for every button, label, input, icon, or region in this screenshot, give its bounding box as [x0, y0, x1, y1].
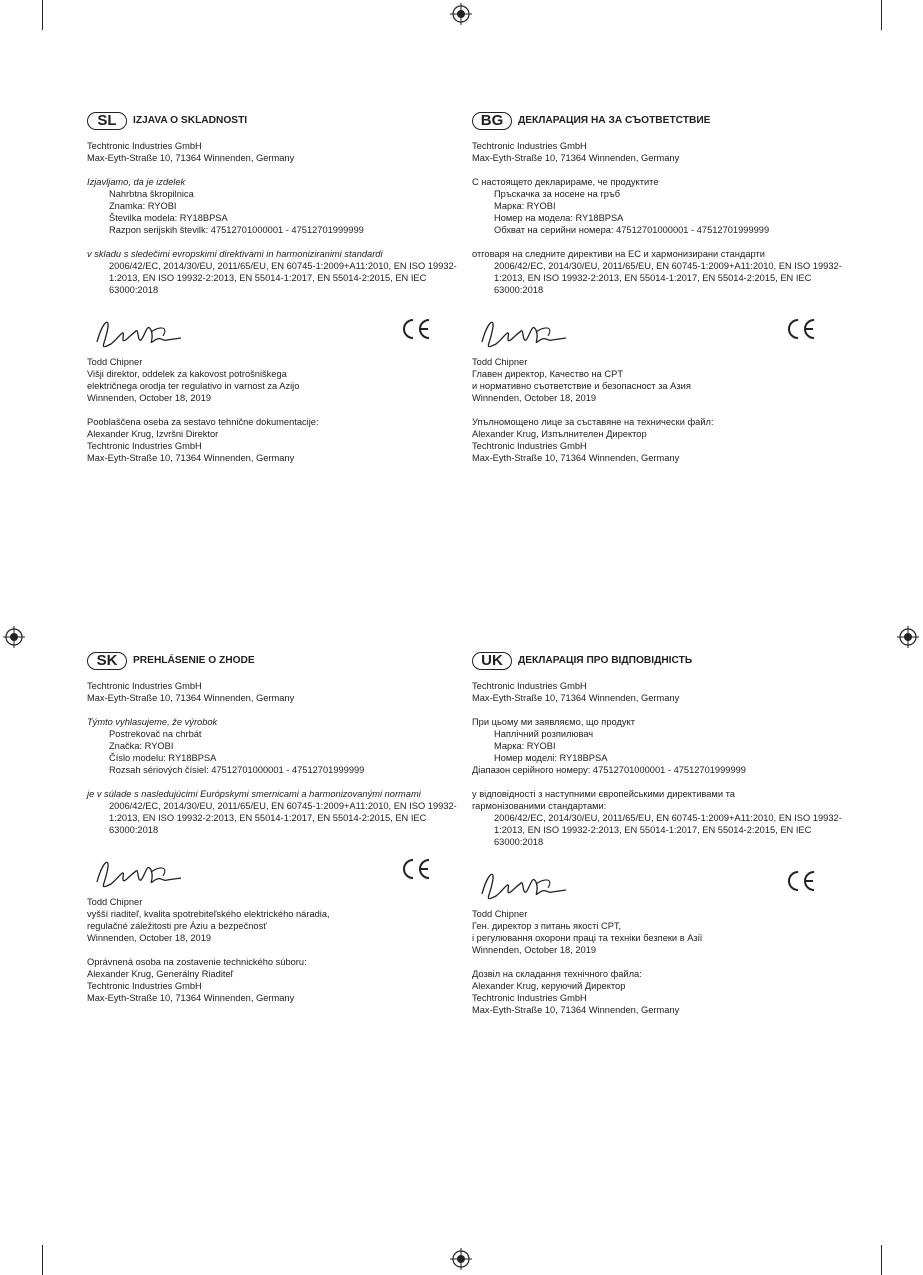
- signer-info: Todd Chipner Višji direktor, oddelek za kakovost potrošniškega električnega orodja ter regulativo in varnost za Azijo Winnenden, October 18, 2019: [87, 357, 300, 403]
- ce-mark-icon: [400, 318, 432, 340]
- signature-icon: [474, 312, 574, 354]
- registration-mark-icon: [450, 3, 472, 25]
- manufacturer-address: Techtronic Industries GmbH Max-Eyth-Straße 10, 71364 Winnenden, Germany: [472, 681, 680, 703]
- signature-row: [87, 848, 462, 894]
- directives-list: 2006/42/EC, 2014/30/EU, 2011/65/EU, EN 60745-1:2009+A11:2010, EN ISO 19932-1:2013, EN ISO 19932-2:2013, EN 55014-1:2017, EN 55014-2:2015, EN IEC 63000:2018: [109, 261, 457, 295]
- directives-list: 2006/42/EC, 2014/30/EU, 2011/65/EU, EN 60745-1:2009+A11:2010, EN ISO 19932-1:2013, EN ISO 19932-2:2013, EN 55014-1:2017, EN 55014-2:2015, EN IEC 63000:2018: [109, 801, 457, 835]
- crop-mark: [42, 1245, 43, 1275]
- directives-section: v skladu s sledečimi evropskimi direktivami in harmoniziranimi standardi 2006/42/EC, 2014/30/EU, 2011/65/EU, EN 60745-1:2009+A11:2010, EN ISO 19932-1:2013, EN ISO 19932-2:2013, EN 55014-1:2017, EN 55014-2:2015, EN IEC 63000:2018: [87, 248, 462, 296]
- manufacturer-address: Techtronic Industries GmbH Max-Eyth-Straße 10, 71364 Winnenden, Germany: [472, 141, 680, 163]
- ce-mark-icon: [400, 858, 432, 880]
- directives-list: 2006/42/EC, 2014/30/EU, 2011/65/EU, EN 60745-1:2009+A11:2010, EN ISO 19932-1:2013, EN ISO 19932-2:2013, EN 55014-1:2017, EN 55014-2:2015, EN IEC 63000:2018: [494, 813, 842, 847]
- declaration-title: ДЕКЛАРАЦИЯ НА ЗА СЪОТВЕТСТВИЕ: [518, 115, 711, 126]
- manufacturer-address: Techtronic Industries GmbH Max-Eyth-Straße 10, 71364 Winnenden, Germany: [87, 141, 295, 163]
- declaration-header: [87, 650, 462, 672]
- declaration-header: [472, 110, 847, 132]
- signer-info: Todd Chipner Главен директор, Качество на CPT и нормативно съответствие и безопасност за Азия Winnenden, October 18, 2019: [472, 357, 691, 403]
- language-badge: SL: [87, 112, 127, 130]
- directives-section: je v súlade s nasledujúcimi Európskymi smernicami a harmonizovanými normami 2006/42/EC, 2014/30/EU, 2011/65/EU, EN 60745-1:2009+A11:2010, EN ISO 19932-1:2013, EN ISO 19932-2:2013, EN 55014-1:2017, EN 55014-2:2015, EN IEC 63000:2018: [87, 788, 462, 836]
- signature-icon: [474, 864, 574, 906]
- declaration-title: PREHLÁSENIE O ZHODE: [133, 655, 255, 666]
- authorized-person: Дозвіл на складання технічного файла: Alexander Krug, керуючий Директор Techtronic Industries GmbH Max-Eyth-Straße 10, 71364 Winnenden, Germany: [472, 969, 680, 1015]
- directives-section: у відповідності з наступними європейськими директивами та гармонізованими стандартами: 2006/42/EC, 2014/30/EU, 2011/65/EU, EN 60745-1:2009+A11:2010, EN ISO 19932-1:2013, EN ISO 19932-2:2013, EN 55014-1:2017, EN 55014-2:2015, EN IEC 63000:2018: [472, 788, 847, 848]
- registration-mark-icon: [450, 1248, 472, 1270]
- signature-row: [87, 308, 462, 354]
- language-badge: BG: [472, 112, 512, 130]
- product-declaration: При цьому ми заявляємо, що продукт Наплічний розпилювач Марка: RYOBI Номер моделі: RY18BPSA Діапазон серійного номеру: 47512701000001 - 47512701999999: [472, 717, 746, 775]
- product-declaration: Týmto vyhlasujeme, že výrobok Postrekovač na chrbát Značka: RYOBI Číslo modelu: RY18BPSA Rozsah sériových čísiel: 47512701000001 - 47512701999999: [87, 717, 365, 775]
- authorized-person: Pooblaščena oseba za sestavo tehnične dokumentacije: Alexander Krug, Izvršni Direktor Techtronic Industries GmbH Max-Eyth-Straße 10, 71364 Winnenden, Germany: [87, 417, 319, 463]
- signature-row: [472, 860, 847, 906]
- registration-mark-icon: [3, 626, 25, 648]
- signature-icon: [89, 852, 189, 894]
- declaration-bg: [472, 110, 847, 476]
- crop-mark: [881, 0, 882, 30]
- signature-row: [472, 308, 847, 354]
- manufacturer-address: Techtronic Industries GmbH Max-Eyth-Straße 10, 71364 Winnenden, Germany: [87, 681, 295, 703]
- registration-mark-icon: [897, 626, 919, 648]
- declaration-header: [472, 650, 847, 672]
- language-badge: SK: [87, 652, 127, 670]
- declaration-title: ДЕКЛАРАЦІЯ ПРО ВІДПОВІДНІСТЬ: [518, 655, 693, 666]
- signature-icon: [89, 312, 189, 354]
- product-declaration: Izjavljamo, da je izdelek Nahrbtna škropilnica Znamka: RYOBI Številka modela: RY18BPSA Razpon serijskih številk: 47512701000001 - 47512701999999: [87, 177, 364, 235]
- crop-mark: [42, 0, 43, 30]
- signer-info: Todd Chipner vyšší riaditeľ, kvalita spotrebiteľského elektrického náradia, regulačné záležitosti pre Áziu a bezpečnosť Winnenden, October 18, 2019: [87, 897, 330, 943]
- directives-list: 2006/42/EC, 2014/30/EU, 2011/65/EU, EN 60745-1:2009+A11:2010, EN ISO 19932-1:2013, EN ISO 19932-2:2013, EN 55014-1:2017, EN 55014-2:2015, EN IEC 63000:2018: [494, 261, 842, 295]
- authorized-person: Oprávnená osoba na zostavenie technického súboru: Alexander Krug, Generálny Riaditeľ Techtronic Industries GmbH Max-Eyth-Straße 10, 71364 Winnenden, Germany: [87, 957, 307, 1003]
- declaration-header: [87, 110, 462, 132]
- authorized-person: Упълномощено лице за съставяне на технически файл: Alexander Krug, Изпълнителен Директор Techtronic Industries GmbH Max-Eyth-Straße 10, 71364 Winnenden, Germany: [472, 417, 714, 463]
- crop-mark: [881, 1245, 882, 1275]
- declaration-sl: [87, 110, 462, 476]
- ce-mark-icon: [785, 318, 817, 340]
- signer-info: Todd Chipner Ген. директор з питань якості CPT, і регулювання охорони праці та техніки безпеки в Азії Winnenden, October 18, 2019: [472, 909, 703, 955]
- language-badge: UK: [472, 652, 512, 670]
- ce-mark-icon: [785, 870, 817, 892]
- declaration-uk: [472, 650, 847, 1028]
- declaration-title: IZJAVA O SKLADNOSTI: [133, 115, 248, 126]
- product-declaration: С настоящето декларираме, че продуктите Пръскачка за носене на гръб Марка: RYOBI Номер на модела: RY18BPSA Обхват на серийни номера: 47512701000001 - 47512701999999: [472, 177, 770, 235]
- directives-section: отговаря на следните директиви на ЕС и хармонизирани стандарти 2006/42/EC, 2014/30/EU, 2011/65/EU, EN 60745-1:2009+A11:2010, EN ISO 19932-1:2013, EN ISO 19932-2:2013, EN 55014-1:2017, EN 55014-2:2015, EN IEC 63000:2018: [472, 248, 847, 296]
- declaration-sk: [87, 650, 462, 1016]
